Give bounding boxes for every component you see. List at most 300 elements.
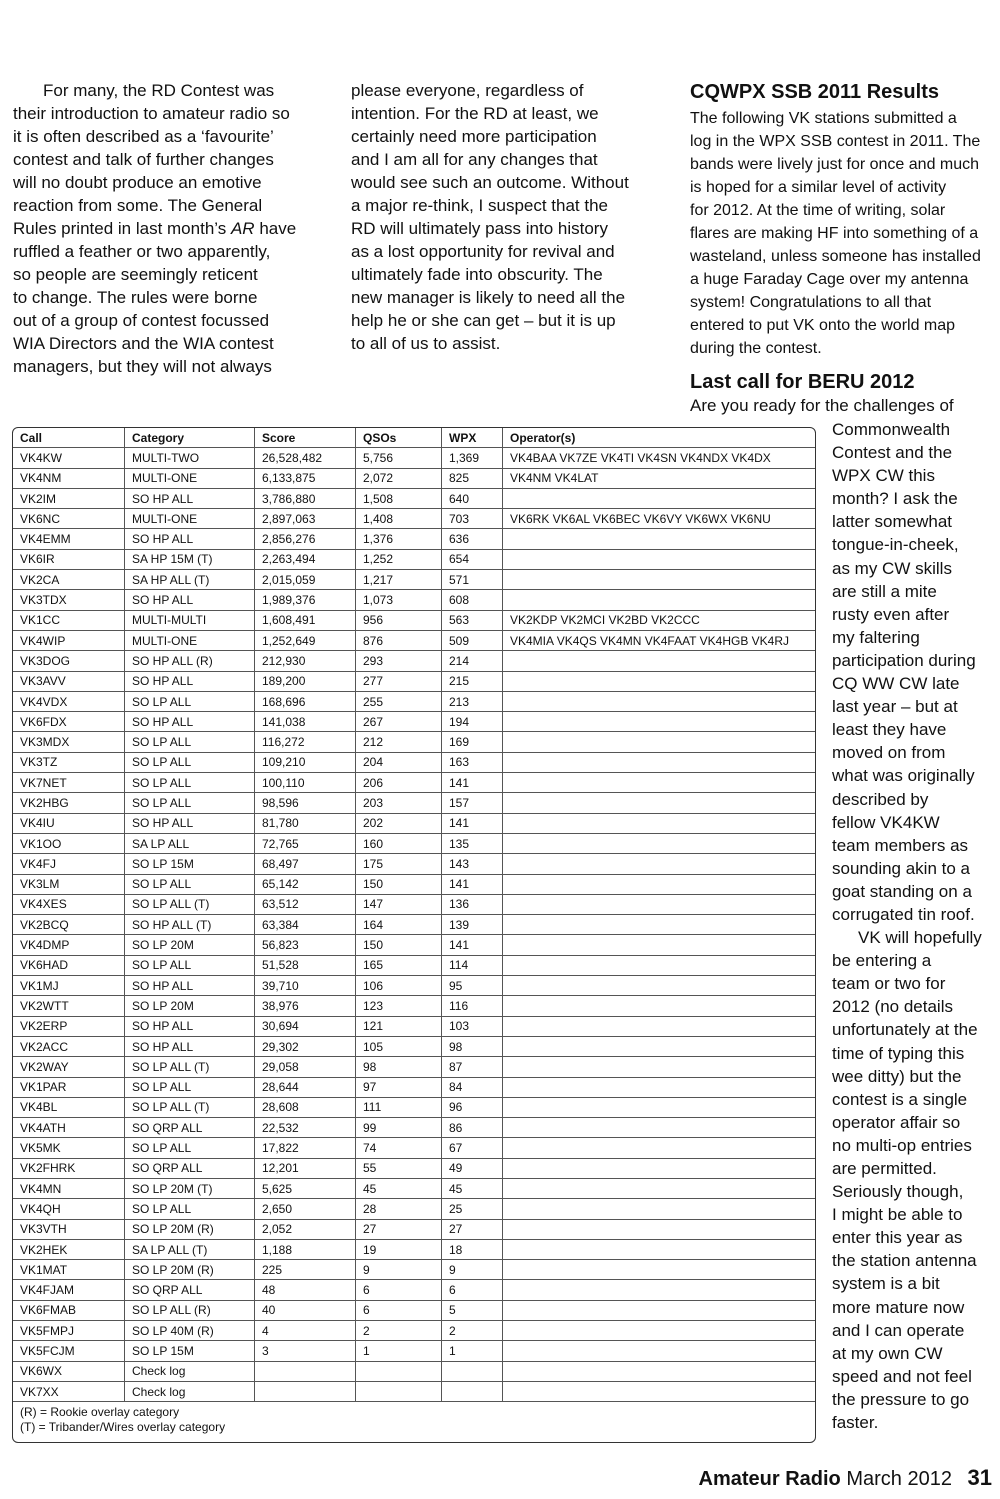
text-line: For many, the RD Contest was — [43, 81, 275, 100]
cell-operators — [503, 1138, 816, 1158]
cell-wpx: 608 — [442, 590, 503, 610]
cell-call: VK4EMM — [13, 529, 125, 549]
cell-category: SO LP ALL — [125, 773, 255, 793]
text-line: goat standing on a — [832, 881, 972, 901]
cell-call: VK1CC — [13, 610, 125, 630]
text-line: unfortunately at the — [832, 1020, 978, 1040]
cell-score: 56,823 — [255, 935, 356, 955]
table-row — [13, 610, 815, 630]
cell-qsos: 1,073 — [356, 590, 442, 610]
cell-score: 28,644 — [255, 1077, 356, 1097]
cell-call: VK2WTT — [13, 996, 125, 1016]
cell-wpx: 87 — [442, 1057, 503, 1077]
text-line: log in the WPX SSB contest in 2011. The — [690, 133, 981, 150]
text-line: corrugated tin roof. — [832, 904, 975, 924]
cell-qsos: 1,252 — [356, 549, 442, 569]
cell-call: VK4QH — [13, 1199, 125, 1219]
cell-score: 5,625 — [255, 1178, 356, 1198]
cell-operators: VK4MIA VK4QS VK4MN VK4FAAT VK4HGB VK4RJ — [503, 630, 816, 650]
results-table — [12, 427, 816, 1443]
text-line: certainly need more participation — [351, 127, 597, 146]
cell-score: 1,608,491 — [255, 610, 356, 630]
table-row — [13, 549, 815, 569]
table-row — [13, 996, 815, 1016]
table-row — [13, 1260, 815, 1280]
cell-operators — [503, 549, 816, 569]
cell-operators — [503, 712, 816, 732]
cell-wpx: 84 — [442, 1077, 503, 1097]
cell-category: SO HP ALL — [125, 488, 255, 508]
cell-score: 63,384 — [255, 915, 356, 935]
text-line: participation during — [832, 650, 976, 670]
cell-category: SO LP ALL (R) — [125, 1300, 255, 1320]
text-line: least they have — [832, 720, 947, 740]
cell-qsos: 105 — [356, 1036, 442, 1056]
cell-wpx: 27 — [442, 1219, 503, 1239]
cell-operators — [503, 955, 816, 975]
cell-qsos: 123 — [356, 996, 442, 1016]
text-line: as a lost opportunity for revival and — [351, 242, 615, 261]
text-line: so people are seemingly reticent — [13, 265, 258, 284]
text-line: contest and talk of further changes — [13, 150, 274, 169]
cell-score: 1,188 — [255, 1239, 356, 1259]
cell-call: VK2IM — [13, 488, 125, 508]
cell-operators — [503, 1219, 816, 1239]
cell-qsos: 164 — [356, 915, 442, 935]
cell-score: 26,528,482 — [255, 448, 356, 468]
cell-operators — [503, 488, 816, 508]
header-wpx: WPX — [442, 428, 503, 448]
cell-wpx: 1,369 — [442, 448, 503, 468]
cell-wpx: 6 — [442, 1280, 503, 1300]
cell-wpx: 654 — [442, 549, 503, 569]
cell-qsos: 203 — [356, 793, 442, 813]
article-column-1 — [13, 79, 333, 378]
cell-operators — [503, 874, 816, 894]
cell-wpx: 5 — [442, 1300, 503, 1320]
cell-category: SA HP 15M (T) — [125, 549, 255, 569]
cell-call: VK2HEK — [13, 1239, 125, 1259]
cell-call: VK7XX — [13, 1381, 125, 1401]
table-row — [13, 874, 815, 894]
table-row — [13, 509, 815, 529]
cell-call: VK1OO — [13, 833, 125, 853]
table-body — [13, 448, 815, 1402]
cell-qsos — [356, 1361, 442, 1381]
text-line: ruffled a feather or two apparently, — [13, 242, 271, 261]
cell-wpx: 214 — [442, 651, 503, 671]
cell-call: VK2BCQ — [13, 915, 125, 935]
cell-operators: VK4NM VK4LAT — [503, 468, 816, 488]
cell-score: 141,038 — [255, 712, 356, 732]
cell-category: MULTI-ONE — [125, 630, 255, 650]
cell-wpx: 636 — [442, 529, 503, 549]
beru-top-line: Are you ready for the challenges of — [690, 396, 954, 415]
cell-category: SO LP ALL — [125, 793, 255, 813]
cell-qsos: 99 — [356, 1118, 442, 1138]
cell-call: VK2ACC — [13, 1036, 125, 1056]
cell-score: 168,696 — [255, 691, 356, 711]
cell-operators — [503, 935, 816, 955]
cell-wpx: 157 — [442, 793, 503, 813]
cell-category: SO HP ALL (R) — [125, 651, 255, 671]
cell-qsos: 106 — [356, 976, 442, 996]
cell-wpx: 509 — [442, 630, 503, 650]
cell-category: SO HP ALL — [125, 671, 255, 691]
table-row — [13, 793, 815, 813]
magazine-abbrev: AR — [230, 219, 255, 238]
table-notes — [13, 1402, 815, 1435]
table-row — [13, 468, 815, 488]
cell-category: SO HP ALL (T) — [125, 915, 255, 935]
table-row — [13, 894, 815, 914]
text-line: contest is a single — [832, 1089, 968, 1109]
cell-score: 29,058 — [255, 1057, 356, 1077]
table-row — [13, 732, 815, 752]
cell-wpx: 2 — [442, 1321, 503, 1341]
text-line: would see such an outcome. Without — [351, 173, 629, 192]
article-column-3 — [690, 79, 995, 395]
cell-operators — [503, 813, 816, 833]
cell-operators — [503, 976, 816, 996]
cell-score: 1,252,649 — [255, 630, 356, 650]
cell-operators — [503, 1077, 816, 1097]
cell-wpx: 49 — [442, 1158, 503, 1178]
cell-call: VK3TZ — [13, 752, 125, 772]
table-row — [13, 1097, 815, 1117]
cell-call: VK4DMP — [13, 935, 125, 955]
cell-score: 2,650 — [255, 1199, 356, 1219]
cell-score: 2,897,063 — [255, 509, 356, 529]
cell-qsos: 6 — [356, 1280, 442, 1300]
cell-category: SO HP ALL — [125, 976, 255, 996]
cell-category: SA LP ALL — [125, 833, 255, 853]
table-row — [13, 1118, 815, 1138]
cell-call: VK2WAY — [13, 1057, 125, 1077]
table-row — [13, 570, 815, 590]
cell-score: 63,512 — [255, 894, 356, 914]
cell-wpx: 9 — [442, 1260, 503, 1280]
text-line: flares are making HF into something of a — [690, 225, 979, 242]
note-rookie: (R) = Rookie overlay category — [20, 1405, 180, 1420]
table-row — [13, 1280, 815, 1300]
cell-wpx: 67 — [442, 1138, 503, 1158]
cell-score — [255, 1361, 356, 1381]
cell-category: SO LP 15M — [125, 854, 255, 874]
table-row — [13, 1178, 815, 1198]
cell-qsos: 147 — [356, 894, 442, 914]
cell-qsos: 1,508 — [356, 488, 442, 508]
cell-call: VK4WIP — [13, 630, 125, 650]
cell-score: 48 — [255, 1280, 356, 1300]
cell-category: Check log — [125, 1361, 255, 1381]
cell-category: MULTI-ONE — [125, 509, 255, 529]
cell-category: SO LP ALL — [125, 1138, 255, 1158]
cell-operators — [503, 854, 816, 874]
cell-category: SO LP ALL — [125, 1199, 255, 1219]
cell-qsos: 255 — [356, 691, 442, 711]
cell-qsos: 111 — [356, 1097, 442, 1117]
cell-call: VK6FMAB — [13, 1300, 125, 1320]
cell-call: VK2ERP — [13, 1016, 125, 1036]
cell-qsos: 74 — [356, 1138, 442, 1158]
text-line: their introduction to amateur radio so — [13, 104, 290, 123]
cell-operators — [503, 529, 816, 549]
cell-operators — [503, 1097, 816, 1117]
cell-qsos: 2 — [356, 1321, 442, 1341]
text-line: during the contest. — [690, 340, 822, 357]
cell-call: VK2CA — [13, 570, 125, 590]
cell-score: 68,497 — [255, 854, 356, 874]
cell-qsos: 202 — [356, 813, 442, 833]
cell-qsos: 206 — [356, 773, 442, 793]
text-line: Commonwealth — [832, 420, 951, 439]
table-row — [13, 1138, 815, 1158]
cell-qsos: 1,408 — [356, 509, 442, 529]
table-row — [13, 1239, 815, 1259]
text-line: ultimately fade into obscurity. The — [351, 265, 603, 284]
text-line: please everyone, regardless of — [351, 81, 584, 100]
cell-score: 17,822 — [255, 1138, 356, 1158]
cell-category: SO LP ALL — [125, 691, 255, 711]
text-line: are permitted. — [832, 1159, 937, 1178]
cell-qsos: 267 — [356, 712, 442, 732]
cell-operators — [503, 915, 816, 935]
cell-score: 2,856,276 — [255, 529, 356, 549]
text-line: will no doubt produce an emotive — [13, 173, 262, 192]
footer-magazine: Amateur Radio — [698, 1468, 841, 1490]
cell-qsos: 98 — [356, 1057, 442, 1077]
cell-wpx: 136 — [442, 894, 503, 914]
table-row — [13, 915, 815, 935]
text-line: Seriously though, — [832, 1182, 964, 1202]
cell-category: SO LP 20M (R) — [125, 1219, 255, 1239]
text-line: entered to put VK onto the world map — [690, 317, 956, 334]
cell-call: VK4VDX — [13, 691, 125, 711]
cell-qsos: 19 — [356, 1239, 442, 1259]
table-header-row — [13, 428, 815, 448]
text-line: managers, but they will not always — [13, 357, 272, 376]
beru-heading: Last call for BERU 2012 — [690, 371, 915, 393]
text-line: the station antenna — [832, 1251, 977, 1271]
table-row — [13, 854, 815, 874]
text-line: to all of us to assist. — [351, 334, 501, 353]
table-row — [13, 976, 815, 996]
cell-call: VK6WX — [13, 1361, 125, 1381]
text-line: system! Congratulations to all that — [690, 294, 932, 311]
col1-lines — [13, 79, 333, 378]
cell-score: 6,133,875 — [255, 468, 356, 488]
cell-call: VK6NC — [13, 509, 125, 529]
cell-call: VK6FDX — [13, 712, 125, 732]
text-line: a huge Faraday Cage over my antenna — [690, 271, 969, 288]
footer-issue: March 2012 — [846, 1468, 952, 1490]
cell-wpx: 825 — [442, 468, 503, 488]
cqwpx-body — [690, 107, 995, 360]
cell-wpx: 194 — [442, 712, 503, 732]
cell-call: VK4XES — [13, 894, 125, 914]
text-line: for 2012. At the time of writing, solar — [690, 202, 946, 219]
table-row — [13, 1219, 815, 1239]
cell-call: VK3LM — [13, 874, 125, 894]
cell-score: 98,596 — [255, 793, 356, 813]
cell-wpx: 141 — [442, 935, 503, 955]
cell-operators — [503, 833, 816, 853]
cell-call: VK4ATH — [13, 1118, 125, 1138]
cell-score: 51,528 — [255, 955, 356, 975]
cell-operators — [503, 1361, 816, 1381]
cell-wpx: 103 — [442, 1016, 503, 1036]
cell-call: VK5FMPJ — [13, 1321, 125, 1341]
cell-operators — [503, 752, 816, 772]
cell-category: SO LP 20M — [125, 935, 255, 955]
cell-operators — [503, 1118, 816, 1138]
cell-wpx: 96 — [442, 1097, 503, 1117]
cell-operators: VK2KDP VK2MCI VK2BD VK2CCC — [503, 610, 816, 630]
text-line: speed and not feel — [832, 1366, 972, 1386]
cell-category: SO QRP ALL — [125, 1118, 255, 1138]
cell-wpx: 703 — [442, 509, 503, 529]
cell-score: 29,302 — [255, 1036, 356, 1056]
cell-operators — [503, 1280, 816, 1300]
cell-qsos: 45 — [356, 1178, 442, 1198]
text-line: reaction from some. The General — [13, 196, 263, 215]
table-row — [13, 773, 815, 793]
cell-category: SO HP ALL — [125, 1016, 255, 1036]
cell-score: 2,263,494 — [255, 549, 356, 569]
cell-score: 116,272 — [255, 732, 356, 752]
table-row — [13, 1199, 815, 1219]
header-operators: Operator(s) — [503, 428, 816, 448]
text-line: and I can operate — [832, 1320, 965, 1340]
cell-wpx: 135 — [442, 833, 503, 853]
cell-call: VK2HBG — [13, 793, 125, 813]
cell-score: 109,210 — [255, 752, 356, 772]
cell-operators: VK4BAA VK7ZE VK4TI VK4SN VK4NDX VK4DX — [503, 448, 816, 468]
cell-score: 81,780 — [255, 813, 356, 833]
cell-score: 4 — [255, 1321, 356, 1341]
text-line: described by — [832, 789, 929, 809]
cell-operators — [503, 671, 816, 691]
cell-score: 22,532 — [255, 1118, 356, 1138]
beru-body — [832, 418, 998, 1434]
cell-wpx: 213 — [442, 691, 503, 711]
text-line: tongue-in-cheek, — [832, 535, 959, 555]
cell-wpx — [442, 1361, 503, 1381]
text-line: team or two for — [832, 974, 946, 994]
text-line: I might be able to — [832, 1205, 963, 1225]
table-row — [13, 671, 815, 691]
table-row — [13, 955, 815, 975]
text-line: be entering a — [832, 951, 932, 971]
cell-category: SO HP ALL — [125, 712, 255, 732]
text-line: intention. For the RD at least, we — [351, 104, 599, 123]
cell-score: 100,110 — [255, 773, 356, 793]
cell-qsos: 9 — [356, 1260, 442, 1280]
cell-wpx: 571 — [442, 570, 503, 590]
table-row — [13, 1036, 815, 1056]
text-line: my faltering — [832, 627, 920, 647]
cell-qsos: 165 — [356, 955, 442, 975]
cell-operators — [503, 1199, 816, 1219]
table-row — [13, 1158, 815, 1178]
text-line: team members as — [832, 835, 969, 855]
cell-category: SO LP 20M (R) — [125, 1260, 255, 1280]
cell-qsos — [356, 1381, 442, 1401]
cell-category: SO LP ALL — [125, 1077, 255, 1097]
cell-call: VK5MK — [13, 1138, 125, 1158]
cell-operators — [503, 894, 816, 914]
cell-call: VK6IR — [13, 549, 125, 569]
cell-score: 3,786,880 — [255, 488, 356, 508]
table-row — [13, 813, 815, 833]
cell-category: Check log — [125, 1381, 255, 1401]
cell-wpx: 25 — [442, 1199, 503, 1219]
cell-category: SO LP ALL (T) — [125, 894, 255, 914]
cell-score: 212,930 — [255, 651, 356, 671]
cell-score: 225 — [255, 1260, 356, 1280]
text-line: no multi-op entries — [832, 1135, 972, 1155]
cell-qsos: 28 — [356, 1199, 442, 1219]
cell-operators — [503, 651, 816, 671]
text-line: RD will ultimately pass into history — [351, 219, 608, 238]
cell-wpx: 45 — [442, 1178, 503, 1198]
cell-call: VK6HAD — [13, 955, 125, 975]
cell-category: SO LP 20M — [125, 996, 255, 1016]
cell-category: SO LP ALL — [125, 955, 255, 975]
text-line: a major re-think, I suspect that the — [351, 196, 609, 215]
text-line: 2012 (no details — [832, 997, 953, 1017]
text-line: the pressure to go — [832, 1389, 970, 1409]
cell-score: 189,200 — [255, 671, 356, 691]
text-line: at my own CW — [832, 1343, 943, 1363]
cell-wpx: 563 — [442, 610, 503, 630]
text-line: wee ditty) but the — [832, 1066, 962, 1086]
table-row — [13, 590, 815, 610]
cell-qsos: 277 — [356, 671, 442, 691]
cell-score: 1,989,376 — [255, 590, 356, 610]
cell-qsos: 876 — [356, 630, 442, 650]
cell-wpx: 18 — [442, 1239, 503, 1259]
cell-score: 72,765 — [255, 833, 356, 853]
cell-score: 40 — [255, 1300, 356, 1320]
text-line: rusty even after — [832, 604, 950, 624]
text-line: enter this year as — [832, 1228, 963, 1248]
cell-category: MULTI-ONE — [125, 468, 255, 488]
col2-lines — [351, 79, 671, 355]
cell-operators — [503, 1321, 816, 1341]
text-line: bands were lively just for once and much — [690, 156, 980, 173]
cell-call: VK3VTH — [13, 1219, 125, 1239]
text-line: WIA Directors and the WIA contest — [13, 334, 274, 353]
cell-operators — [503, 1158, 816, 1178]
table-row — [13, 1321, 815, 1341]
cell-wpx: 86 — [442, 1118, 503, 1138]
cell-category: SA LP ALL (T) — [125, 1239, 255, 1259]
cell-category: SO HP ALL — [125, 813, 255, 833]
cell-qsos: 27 — [356, 1219, 442, 1239]
table-row — [13, 1381, 815, 1401]
table-row — [13, 752, 815, 772]
cell-operators — [503, 1178, 816, 1198]
table-row — [13, 651, 815, 671]
text-line: help he or she can get – but it is up — [351, 311, 616, 330]
text-line: to change. The rules were borne — [13, 288, 258, 307]
cell-call: VK5FCJM — [13, 1341, 125, 1361]
text-line: month? I ask the — [832, 489, 958, 509]
text-line: wasteland, unless someone has installed — [690, 248, 981, 265]
note-tribander: (T) = Tribander/Wires overlay category — [20, 1420, 226, 1435]
